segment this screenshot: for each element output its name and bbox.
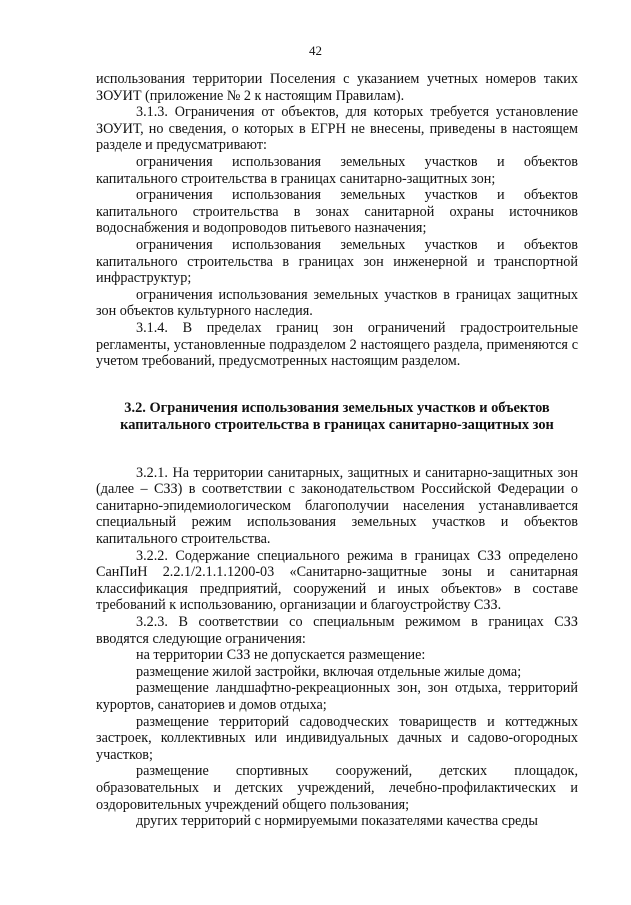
page-number: 42 [309,43,322,58]
paragraph-cultural-heritage: ограничения использования земельных участков в границах защитных зон объектов культурного наследия. [96,286,578,320]
paragraph-sanitary-zones: ограничения использования земельных участков и объектов капитального строительства в границах санитарно-защитных зон; [96,153,578,187]
paragraph-3-2-1: 3.2.1. На территории санитарных, защитных и санитарно-защитных зон (далее – СЗЗ) в соответствии с законодательством Российской Федерации о санитарно-эпидемиологическом благополучии населения устанавливается специальный режим использования земельных участков и объектов капитального строительства. [96,464,578,548]
paragraph-gardening: размещение территорий садоводческих товариществ и коттеджных застроек, коллективных или индивидуальных дачных и садово-огородных участков; [96,713,578,763]
paragraph-not-allowed: на территории СЗЗ не допускается размещение: [136,647,426,664]
document-body [96,71,578,830]
paragraph-3-2-2: 3.2.2. Содержание специального режима в границах СЗЗ определено СанПиН 2.2.1/2.1.1.1200-03 «Санитарно-защитные зоны и санитарная классификация предприятий, сооружений и иных объектов» в составе требований к использованию, организации и благоустройству СЗЗ. [96,547,578,614]
paragraph-infrastructure: ограничения использования земельных участков и объектов капитального строительства в границах зон инженерной и транспортной инфраструктур; [96,236,578,287]
paragraph-residential: размещение жилой застройки, включая отдельные жилые дома; [136,663,522,680]
paragraph-3-2-3: 3.2.3. В соответствии со специальным режимом в границах СЗЗ вводятся следующие ограничения: [96,614,578,647]
paragraphs-bottom [96,465,578,830]
paragraph-continuation: использования территории Поселения с указанием учетных номеров таких ЗОУИТ (приложение № 2 к настоящим Правилам). [96,71,578,104]
paragraph-recreation: размещение ландшафтно-рекреационных зон, зон отдыха, территорий курортов, санаториев и домов отдыха; [96,680,578,713]
section-heading-line-2: капитального строительства в границах санитарно-защитных зон [120,417,554,434]
section-heading-line-1: 3.2. Ограничения использования земельных участков и объектов [124,399,550,416]
paragraph-3-1-3: 3.1.3. Ограничения от объектов, для которых требуется установление ЗОУИТ, но сведения, о которых в ЕГРН не внесены, приведены в настоящем разделе и предусматривают: [96,104,578,154]
paragraph-water-protection: ограничения использования земельных участков и объектов капитального строительства в зонах санитарной охраны источников водоснабжения и водопроводов питьевого назначения; [96,187,578,237]
section-heading [96,400,578,435]
paragraph-other-territories: других территорий с нормируемыми показателями качества среды [136,813,538,830]
paragraphs-top [96,71,578,370]
paragraph-sports: размещение спортивных сооружений, детских площадок, образовательных и детских учреждений, лечебно-профилактических и оздоровительных учреждений общего пользования; [96,763,578,813]
paragraph-3-1-4: 3.1.4. В пределах границ зон ограничений градостроительные регламенты, установленные подразделом 2 настоящего раздела, применяются с учетом требований, предусмотренных настоящим разделом. [96,319,578,370]
